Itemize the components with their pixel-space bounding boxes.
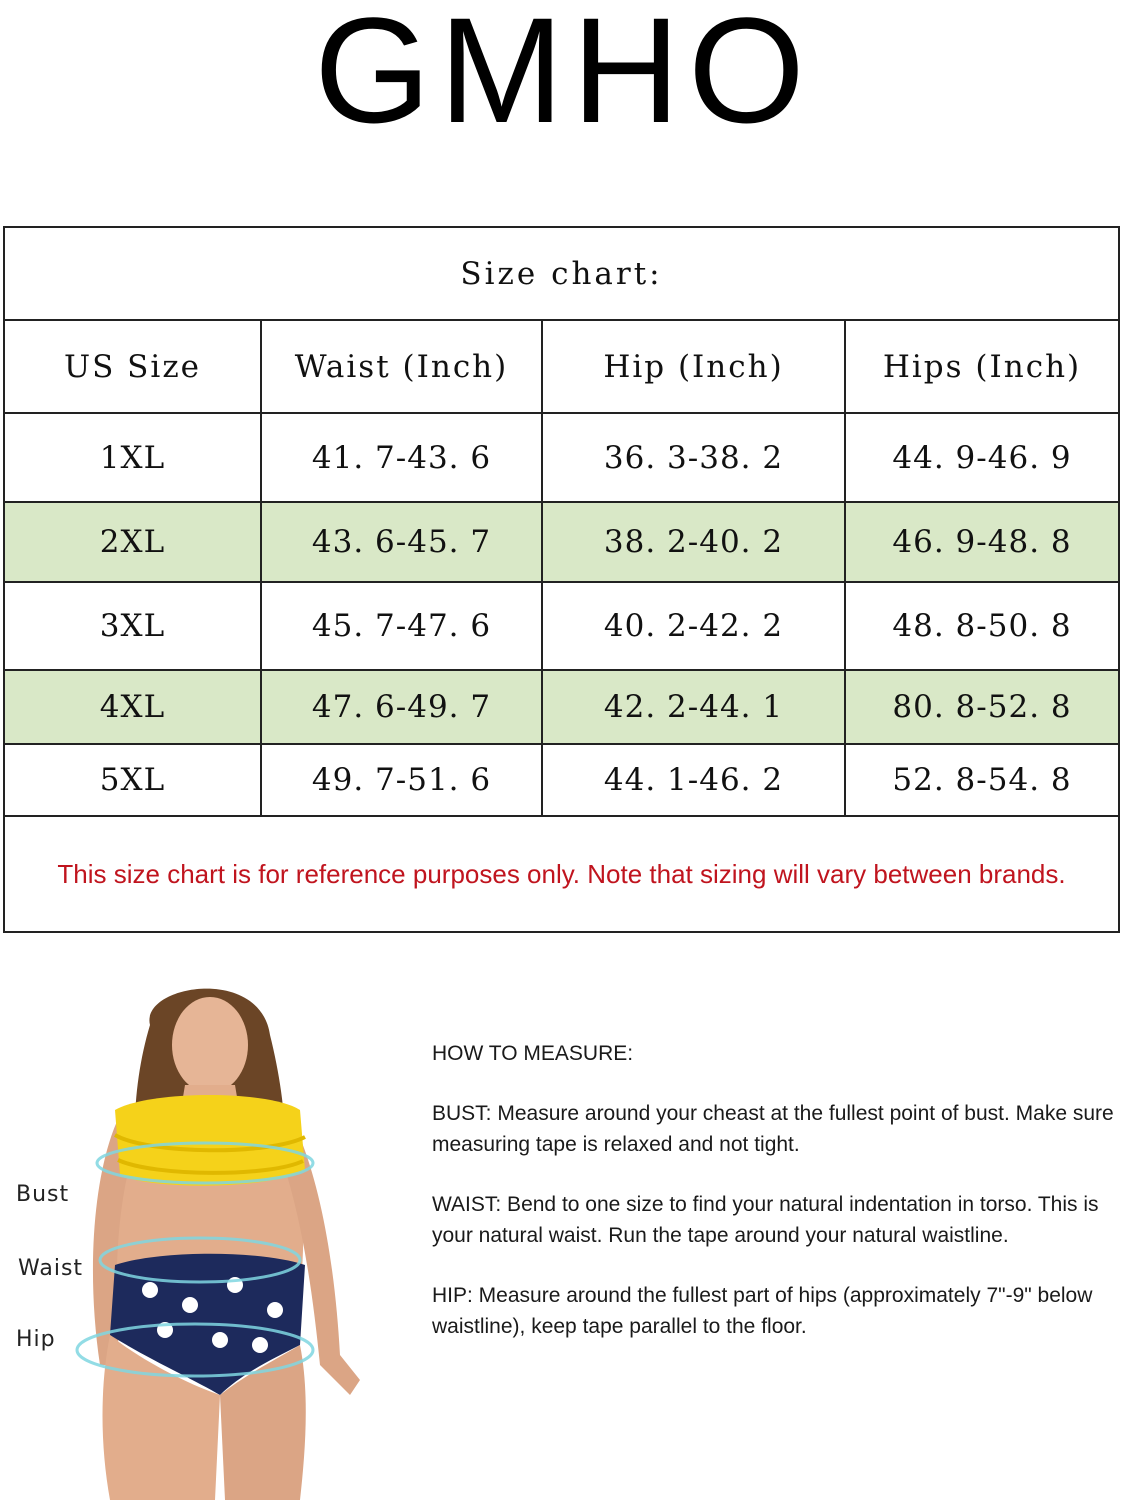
disclaimer-note: This size chart is for reference purposes only. Note that sizing will vary between brands. <box>4 816 1119 932</box>
hips-cell: 48. 8-50. 8 <box>845 582 1119 670</box>
hip-cell: 42. 2-44. 1 <box>542 670 845 744</box>
measure-instructions <box>432 1038 1122 1371</box>
waist-instruction: WAIST: Bend to one size to find your natural indentation in torso. This is your natural waist. Run the tape around your natural waistline. <box>432 1193 1099 1247</box>
table-row <box>4 670 1119 744</box>
table-row <box>4 413 1119 502</box>
model-figure <box>0 965 390 1500</box>
measure-heading: HOW TO MEASURE: <box>432 1042 634 1065</box>
hip-cell: 36. 3-38. 2 <box>542 413 845 502</box>
hip-instruction: HIP: Measure around the fullest part of hips (approximately 7"-9" below waistline), keep tape parallel to the floor. <box>432 1284 1093 1338</box>
hip-cell: 44. 1-46. 2 <box>542 744 845 816</box>
waist-cell: 47. 6-49. 7 <box>261 670 542 744</box>
hip-cell: 38. 2-40. 2 <box>542 502 845 582</box>
daisy-print <box>142 1282 158 1298</box>
waist-label: Waist <box>18 1256 84 1281</box>
table-row <box>4 744 1119 816</box>
waist-cell: 49. 7-51. 6 <box>261 744 542 816</box>
waist-cell: 43. 6-45. 7 <box>261 502 542 582</box>
bust-label: Bust <box>16 1182 70 1207</box>
table-row <box>4 582 1119 670</box>
size-cell: 3XL <box>4 582 261 670</box>
hips-cell: 80. 8-52. 8 <box>845 670 1119 744</box>
table-title-row <box>4 227 1119 320</box>
header-us-size: US Size <box>4 320 261 413</box>
daisy-print <box>182 1297 198 1313</box>
hip-cell: 40. 2-42. 2 <box>542 582 845 670</box>
table-title: Size chart: <box>4 227 1119 320</box>
waist-cell: 41. 7-43. 6 <box>261 413 542 502</box>
waist-cell: 45. 7-47. 6 <box>261 582 542 670</box>
daisy-print <box>267 1302 283 1318</box>
size-cell: 5XL <box>4 744 261 816</box>
size-cell: 1XL <box>4 413 261 502</box>
hip-label: Hip <box>16 1327 56 1352</box>
header-hip: Hip (Inch) <box>542 320 845 413</box>
daisy-print <box>212 1332 228 1348</box>
header-waist: Waist (Inch) <box>261 320 542 413</box>
table-note-row <box>4 816 1119 932</box>
size-cell: 4XL <box>4 670 261 744</box>
hips-cell: 52. 8-54. 8 <box>845 744 1119 816</box>
size-cell: 2XL <box>4 502 261 582</box>
face-shape <box>172 997 248 1093</box>
hips-cell: 44. 9-46. 9 <box>845 413 1119 502</box>
table-row <box>4 502 1119 582</box>
model-illustration <box>0 965 390 1500</box>
brand-logo: GMHO <box>314 0 813 154</box>
header-hips: Hips (Inch) <box>845 320 1119 413</box>
table-header-row <box>4 320 1119 413</box>
bust-instruction: BUST: Measure around your cheast at the fullest point of bust. Make sure measuring tape is relaxed and not tight. <box>432 1102 1114 1156</box>
daisy-print <box>252 1337 268 1353</box>
hips-cell: 46. 9-48. 8 <box>845 502 1119 582</box>
size-chart-table <box>3 226 1120 933</box>
